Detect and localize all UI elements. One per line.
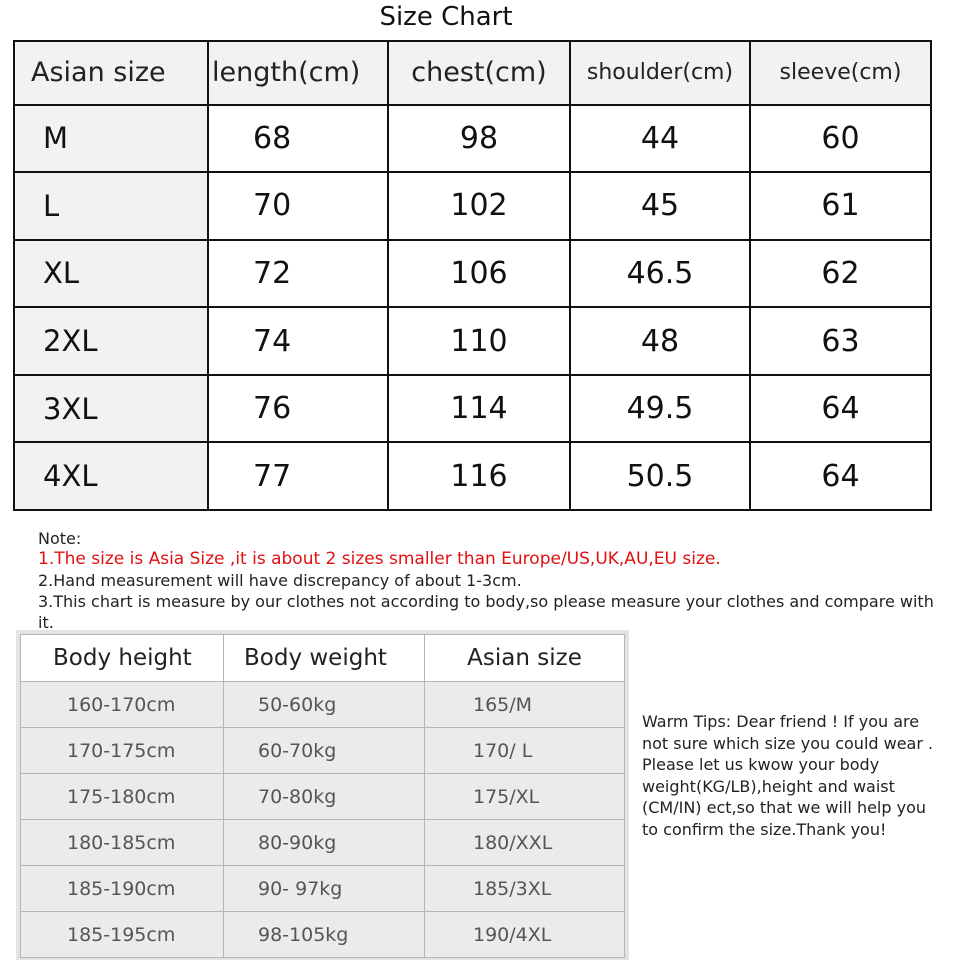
- body-weight-cell: 98-105kg: [224, 912, 425, 958]
- notes-section: [38, 528, 938, 633]
- chest-cell: 114: [388, 375, 570, 443]
- length-cell: 70: [208, 172, 388, 240]
- table-row: [14, 105, 931, 173]
- size-chart-header-row: [14, 41, 931, 105]
- body-weight-cell: 90- 97kg: [224, 866, 425, 912]
- header-sleeve: sleeve(cm): [750, 41, 931, 105]
- note-measure-clothes: 3.This chart is measure by our clothes not according to body,so please measure your clothes and compare with it.: [38, 592, 934, 632]
- table-row: [14, 240, 931, 308]
- asian-size-cell: 170/ L: [425, 728, 625, 774]
- note-hand-measurement: 2.Hand measurement will have discrepancy of about 1-3cm.: [38, 571, 522, 590]
- table-row: [21, 912, 625, 958]
- header-body-weight: Body weight: [224, 635, 425, 682]
- body-height-cell: 185-190cm: [21, 866, 224, 912]
- sleeve-cell: 62: [750, 240, 931, 308]
- size-cell: M: [14, 105, 208, 173]
- shoulder-cell: 46.5: [570, 240, 750, 308]
- chest-cell: 98: [388, 105, 570, 173]
- shoulder-cell: 50.5: [570, 442, 750, 510]
- sleeve-cell: 63: [750, 307, 931, 375]
- shoulder-cell: 45: [570, 172, 750, 240]
- asian-size-cell: 190/4XL: [425, 912, 625, 958]
- length-cell: 77: [208, 442, 388, 510]
- table-row: [21, 820, 625, 866]
- table-row: [21, 682, 625, 728]
- asian-size-cell: 165/M: [425, 682, 625, 728]
- body-weight-cell: 60-70kg: [224, 728, 425, 774]
- sleeve-cell: 64: [750, 442, 931, 510]
- size-cell: XL: [14, 240, 208, 308]
- body-weight-cell: 70-80kg: [224, 774, 425, 820]
- size-cell: 3XL: [14, 375, 208, 443]
- asian-size-cell: 175/XL: [425, 774, 625, 820]
- header-asian-size: Asian size: [14, 41, 208, 105]
- sleeve-cell: 61: [750, 172, 931, 240]
- chest-cell: 110: [388, 307, 570, 375]
- chest-cell: 102: [388, 172, 570, 240]
- body-weight-cell: 80-90kg: [224, 820, 425, 866]
- length-cell: 72: [208, 240, 388, 308]
- table-row: [14, 375, 931, 443]
- body-size-table: [20, 634, 625, 958]
- chart-title: Size Chart: [379, 2, 513, 32]
- table-row: [21, 866, 625, 912]
- asian-size-cell: 185/3XL: [425, 866, 625, 912]
- body-height-cell: 170-175cm: [21, 728, 224, 774]
- length-cell: 68: [208, 105, 388, 173]
- shoulder-cell: 44: [570, 105, 750, 173]
- table-row: [14, 307, 931, 375]
- warm-tips: Warm Tips: Dear friend ! If you are not sure which size you could wear . Please let us kwow your body weight(KG/LB),height and waist (CM/IN) ect,so that we will help you to confirm the size.Thank you!: [642, 712, 934, 839]
- note-asia-size: 1.The size is Asia Size ,it is about 2 sizes smaller than Europe/US,UK,AU,EU size.: [38, 549, 721, 569]
- sleeve-cell: 64: [750, 375, 931, 443]
- size-cell: L: [14, 172, 208, 240]
- size-cell: 4XL: [14, 442, 208, 510]
- chest-cell: 106: [388, 240, 570, 308]
- header-chest: chest(cm): [388, 41, 570, 105]
- header-length: length(cm): [208, 41, 388, 105]
- header-asian-size: Asian size: [425, 635, 625, 682]
- body-height-cell: 180-185cm: [21, 820, 224, 866]
- shoulder-cell: 48: [570, 307, 750, 375]
- notes-heading: Note:: [38, 529, 82, 548]
- size-chart-table: [13, 40, 932, 511]
- asian-size-cell: 180/XXL: [425, 820, 625, 866]
- length-cell: 74: [208, 307, 388, 375]
- header-body-height: Body height: [21, 635, 224, 682]
- body-height-cell: 185-195cm: [21, 912, 224, 958]
- body-height-cell: 175-180cm: [21, 774, 224, 820]
- sleeve-cell: 60: [750, 105, 931, 173]
- chest-cell: 116: [388, 442, 570, 510]
- table-row: [14, 442, 931, 510]
- shoulder-cell: 49.5: [570, 375, 750, 443]
- size-cell: 2XL: [14, 307, 208, 375]
- table-row: [21, 774, 625, 820]
- header-shoulder: shoulder(cm): [570, 41, 750, 105]
- body-table-header-row: [21, 635, 625, 682]
- body-weight-cell: 50-60kg: [224, 682, 425, 728]
- table-row: [14, 172, 931, 240]
- body-height-cell: 160-170cm: [21, 682, 224, 728]
- length-cell: 76: [208, 375, 388, 443]
- table-row: [21, 728, 625, 774]
